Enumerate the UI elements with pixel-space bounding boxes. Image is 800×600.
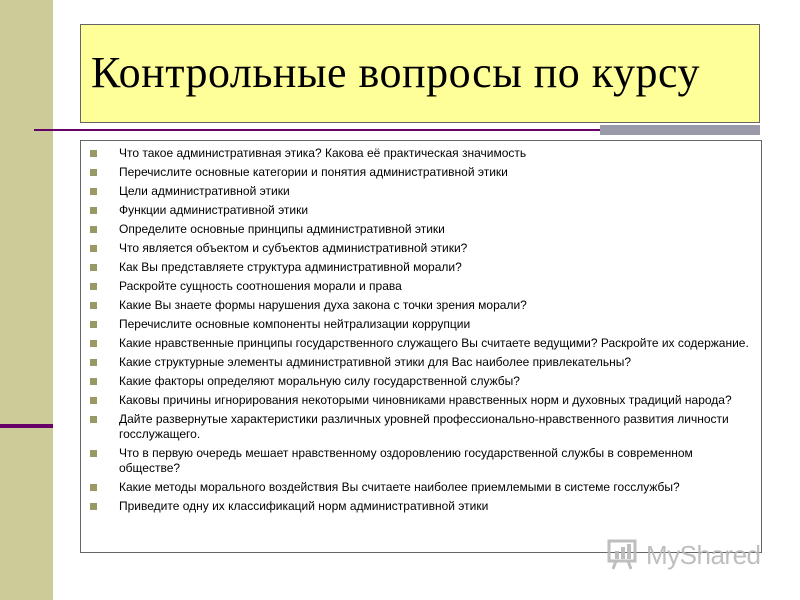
question-item xyxy=(81,203,753,218)
chart-icon xyxy=(606,538,640,570)
question-item xyxy=(81,298,753,313)
watermark-text: MyShared xyxy=(646,540,761,570)
question-text: Как Вы представляете структура административной морали? xyxy=(119,260,462,274)
question-text: Каковы причины игнорирования некоторыми чиновниками нравственных норм и духовных традиций народа? xyxy=(119,393,732,407)
square-bullet-icon xyxy=(90,150,97,157)
question-item xyxy=(81,260,753,275)
square-bullet-icon xyxy=(90,340,97,347)
question-item xyxy=(81,165,753,180)
square-bullet-icon xyxy=(90,226,97,233)
question-text: Определите основные принципы административной этики xyxy=(119,222,445,236)
question-item xyxy=(81,374,753,389)
square-bullet-icon xyxy=(90,484,97,491)
question-item xyxy=(81,317,753,332)
question-text: Какие нравственные принципы государственного служащего Вы считаете ведущими? Раскройте их содержание. xyxy=(119,336,749,350)
left-strip-accent xyxy=(0,424,53,428)
question-item xyxy=(81,336,753,351)
question-text: Что в первую очередь мешает нравственному оздоровлению государственной службы в современном обществе? xyxy=(119,446,693,475)
square-bullet-icon xyxy=(90,321,97,328)
square-bullet-icon xyxy=(90,450,97,457)
question-text: Приведите одну их классификаций норм административной этики xyxy=(119,499,489,513)
watermark xyxy=(606,536,766,572)
question-text: Раскройте сущность соотношения морали и права xyxy=(119,279,402,293)
title-box xyxy=(80,24,760,123)
question-text: Что такое административная этика? Какова её практическая значимость xyxy=(119,146,527,160)
title-rule xyxy=(34,129,600,131)
square-bullet-icon xyxy=(90,207,97,214)
square-bullet-icon xyxy=(90,378,97,385)
question-list xyxy=(81,141,761,514)
square-bullet-icon xyxy=(90,302,97,309)
question-text: Какие структурные элементы административной этики для Вас наиболее привлекательны? xyxy=(119,355,632,369)
question-item xyxy=(81,241,753,256)
question-text: Функции административной этики xyxy=(119,203,309,217)
square-bullet-icon xyxy=(90,169,97,176)
square-bullet-icon xyxy=(90,359,97,366)
question-item xyxy=(81,446,753,476)
question-item xyxy=(81,279,753,294)
slide-title: Контрольные вопросы по курсу xyxy=(91,48,701,97)
question-text: Что является объектом и субъектов административной этики? xyxy=(119,241,468,255)
square-bullet-icon xyxy=(90,188,97,195)
square-bullet-icon xyxy=(90,503,97,510)
title-rule-block xyxy=(600,125,760,135)
left-decor-strip xyxy=(0,0,53,600)
question-item xyxy=(81,412,753,442)
question-item xyxy=(81,222,753,237)
question-text: Цели административной этики xyxy=(119,184,290,198)
question-item xyxy=(81,480,753,495)
question-text: Дайте развернутые характеристики различных уровней профессионально-нравственного развития личности госслужащего. xyxy=(119,412,729,441)
square-bullet-icon xyxy=(90,245,97,252)
square-bullet-icon xyxy=(90,416,97,423)
square-bullet-icon xyxy=(90,283,97,290)
question-text: Перечислите основные компоненты нейтрализации коррупции xyxy=(119,317,471,331)
question-item xyxy=(81,393,753,408)
square-bullet-icon xyxy=(90,397,97,404)
question-item xyxy=(81,499,753,514)
question-item xyxy=(81,355,753,370)
question-text: Какие методы морального воздействия Вы считаете наиболее приемлемыми в системе госслужбы? xyxy=(119,480,680,494)
content-box xyxy=(80,140,762,553)
question-text: Какие факторы определяют моральную силу государственной службы? xyxy=(119,374,520,388)
question-text: Перечислите основные категории и понятия административной этики xyxy=(119,165,508,179)
square-bullet-icon xyxy=(90,264,97,271)
question-text: Какие Вы знаете формы нарушения духа закона с точки зрения морали? xyxy=(119,298,527,312)
question-item xyxy=(81,184,753,199)
question-item xyxy=(81,146,753,161)
